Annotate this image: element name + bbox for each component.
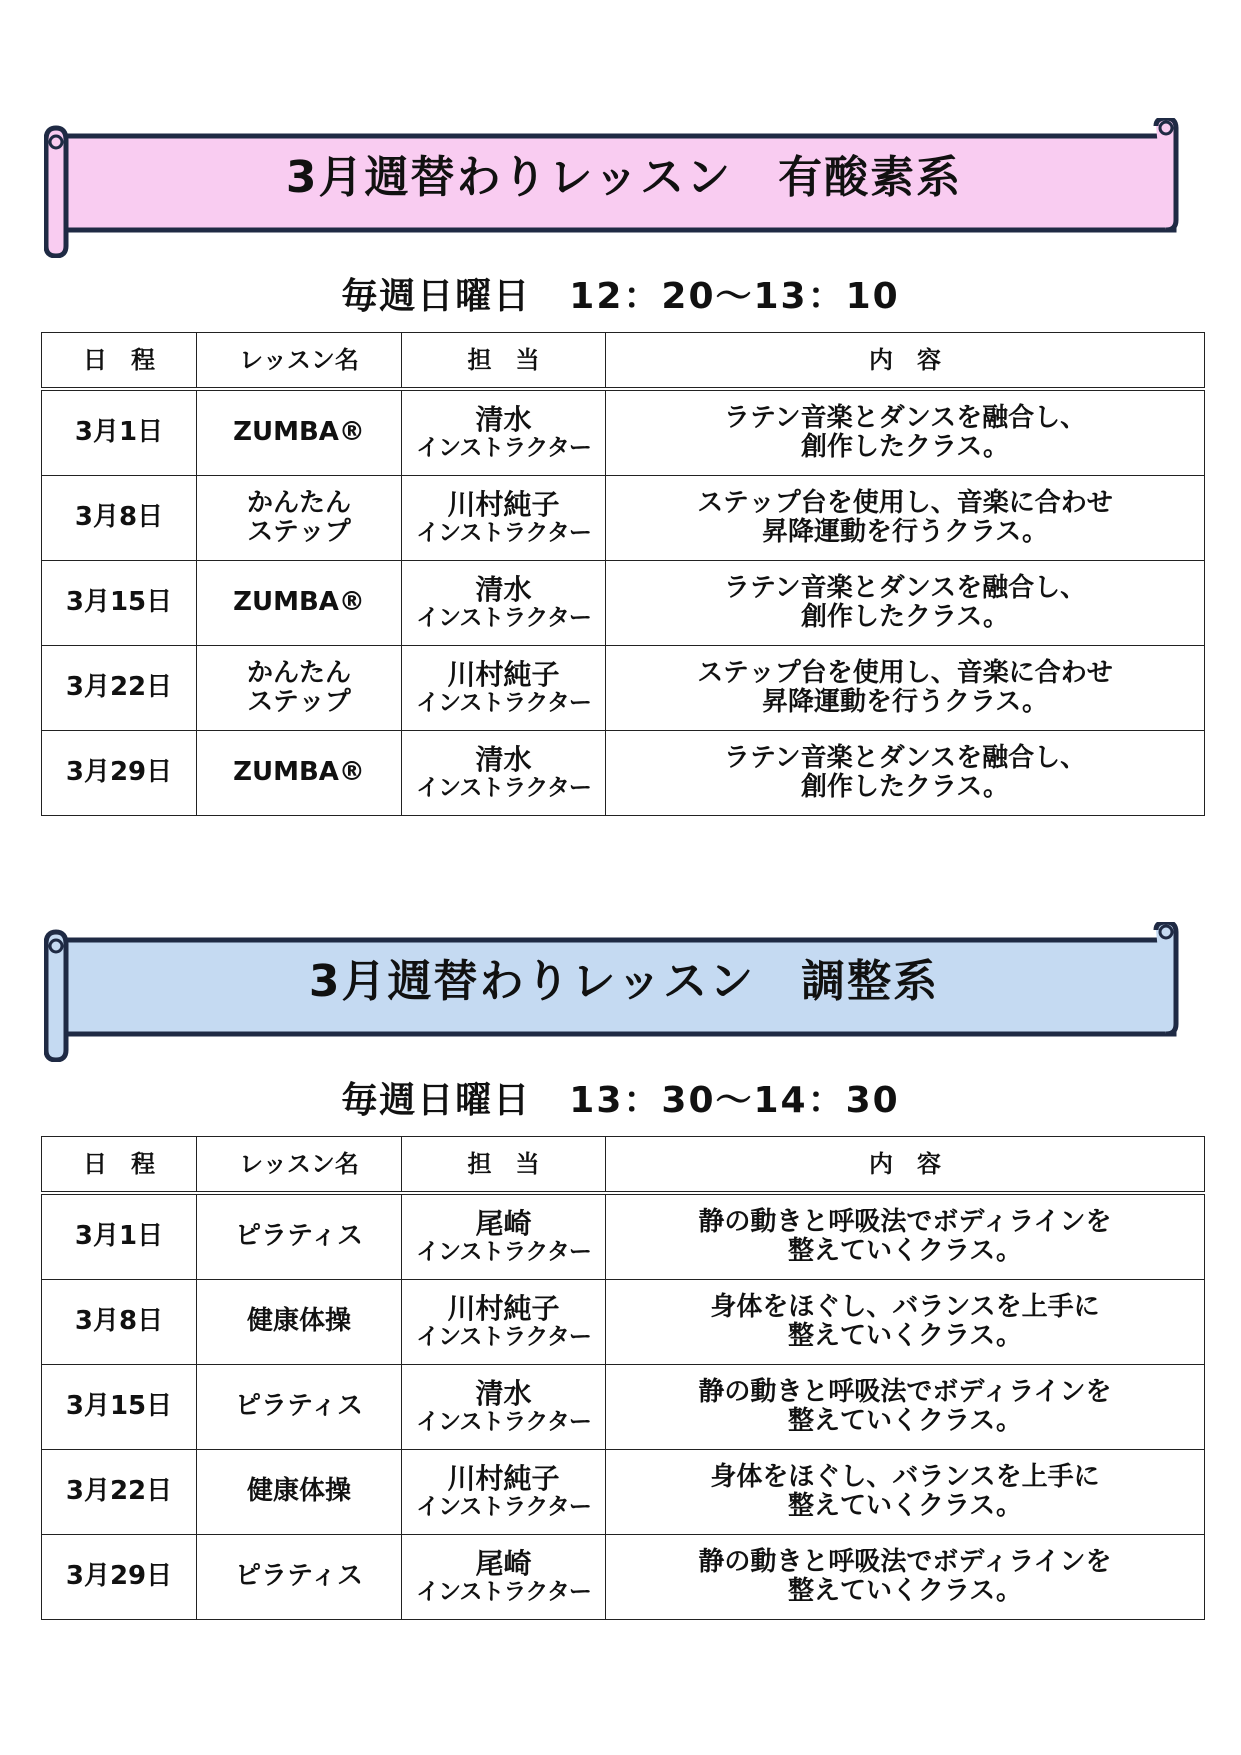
header-date: 日 程 — [42, 1137, 197, 1194]
lesson-table — [41, 332, 1205, 816]
cell-lesson: ピラティス — [197, 1193, 402, 1280]
cell-instructor: 川村純子 インストラクター — [402, 646, 606, 731]
cell-date: 3月8日 — [42, 476, 197, 561]
cell-lesson: ZUMBA® — [197, 731, 402, 816]
cell-date: 3月22日 — [42, 646, 197, 731]
table-header-row — [42, 333, 1205, 390]
cell-lesson: ピラティス — [197, 1535, 402, 1620]
cell-date: 3月8日 — [42, 1280, 197, 1365]
title-banner — [44, 118, 1194, 236]
header-date: 日 程 — [42, 333, 197, 390]
table-row — [42, 1365, 1205, 1450]
header-content: 内 容 — [606, 1137, 1205, 1194]
cell-content: 身体をほぐし、バランスを上手に 整えていくクラス。 — [606, 1280, 1205, 1365]
table-row — [42, 389, 1205, 476]
header-lesson: レッスン名 — [197, 333, 402, 390]
cell-content: ステップ台を使用し、音楽に合わせ 昇降運動を行うクラス。 — [606, 476, 1205, 561]
cell-lesson: 健康体操 — [197, 1450, 402, 1535]
section-title: 3月週替わりレッスン 有酸素系 — [285, 152, 963, 203]
cell-date: 3月29日 — [42, 731, 197, 816]
header-content: 内 容 — [606, 333, 1205, 390]
cell-date: 3月1日 — [42, 389, 197, 476]
cell-lesson: ZUMBA® — [197, 561, 402, 646]
header-lesson: レッスン名 — [197, 1137, 402, 1194]
cell-content: 身体をほぐし、バランスを上手に 整えていくクラス。 — [606, 1450, 1205, 1535]
table-row — [42, 561, 1205, 646]
cell-content: 静の動きと呼吸法でボディラインを 整えていくクラス。 — [606, 1535, 1205, 1620]
cell-lesson: かんたん ステップ — [197, 476, 402, 561]
cell-date: 3月29日 — [42, 1535, 197, 1620]
cell-lesson: かんたん ステップ — [197, 646, 402, 731]
header-instructor: 担 当 — [402, 1137, 606, 1194]
cell-date: 3月1日 — [42, 1193, 197, 1280]
cell-content: ステップ台を使用し、音楽に合わせ 昇降運動を行うクラス。 — [606, 646, 1205, 731]
schedule-time: 毎週日曜日 13：30～14：30 — [341, 1080, 900, 1121]
cell-date: 3月15日 — [42, 1365, 197, 1450]
cell-lesson: ZUMBA® — [197, 389, 402, 476]
cell-content: ラテン音楽とダンスを融合し、 創作したクラス。 — [606, 389, 1205, 476]
table-row — [42, 1193, 1205, 1280]
cell-lesson: 健康体操 — [197, 1280, 402, 1365]
cell-instructor: 清水 インストラクター — [402, 389, 606, 476]
lesson-table — [41, 1136, 1205, 1620]
cell-instructor: 清水 インストラクター — [402, 731, 606, 816]
table-row — [42, 646, 1205, 731]
cell-date: 3月22日 — [42, 1450, 197, 1535]
table-row — [42, 476, 1205, 561]
cell-date: 3月15日 — [42, 561, 197, 646]
cell-lesson: ピラティス — [197, 1365, 402, 1450]
table-row — [42, 731, 1205, 816]
table-row — [42, 1535, 1205, 1620]
cell-instructor: 清水 インストラクター — [402, 1365, 606, 1450]
cell-instructor: 川村純子 インストラクター — [402, 476, 606, 561]
table-header-row — [42, 1137, 1205, 1194]
cell-instructor: 川村純子 インストラクター — [402, 1280, 606, 1365]
cell-content: ラテン音楽とダンスを融合し、 創作したクラス。 — [606, 561, 1205, 646]
cell-content: ラテン音楽とダンスを融合し、 創作したクラス。 — [606, 731, 1205, 816]
table-row — [42, 1450, 1205, 1535]
cell-instructor: 清水 インストラクター — [402, 561, 606, 646]
schedule-time: 毎週日曜日 12：20～13：10 — [341, 276, 900, 317]
table-row — [42, 1280, 1205, 1365]
header-instructor: 担 当 — [402, 333, 606, 390]
cell-content: 静の動きと呼吸法でボディラインを 整えていくクラス。 — [606, 1365, 1205, 1450]
cell-instructor: 尾崎 インストラクター — [402, 1193, 606, 1280]
title-banner — [44, 922, 1194, 1040]
cell-content: 静の動きと呼吸法でボディラインを 整えていくクラス。 — [606, 1193, 1205, 1280]
cell-instructor: 尾崎 インストラクター — [402, 1535, 606, 1620]
cell-instructor: 川村純子 インストラクター — [402, 1450, 606, 1535]
section-title: 3月週替わりレッスン 調整系 — [308, 956, 940, 1007]
